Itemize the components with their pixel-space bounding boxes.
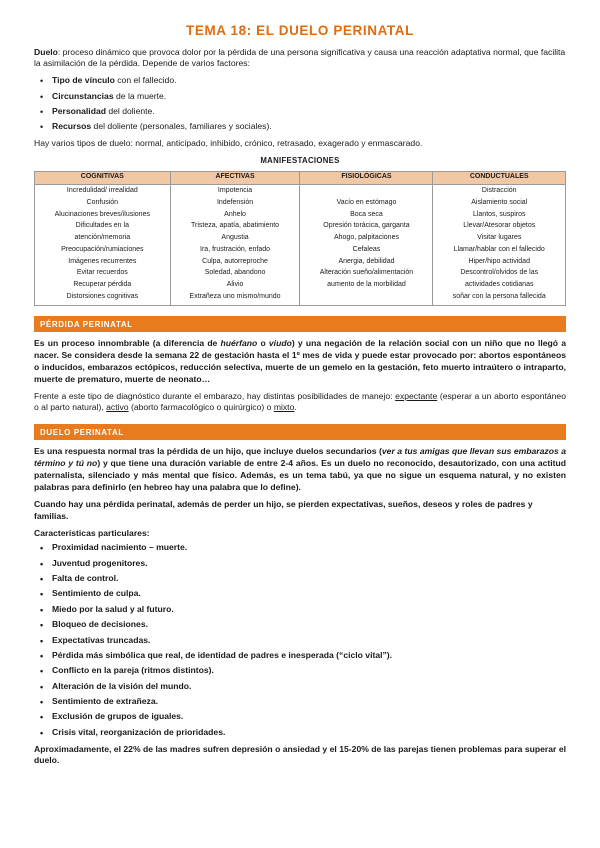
cell-line: Cefaleas [352,245,381,253]
manifestaciones-title: MANIFESTACIONES [260,156,340,166]
list-item: • Bloqueo de decisiones. [52,619,566,631]
cell-line: Preocupación/rumiaciones [61,245,144,253]
cell-line: Culpa, autorreproche [202,257,268,265]
document-page [34,22,566,772]
list-item: • Expectativas truncadas. [52,635,566,647]
cell-line: Recuperar pérdida [73,281,132,289]
cell-line: Hiper/hipo actividad [468,257,530,265]
list-item [52,121,566,133]
column-header: AFECTIVAS [170,171,300,184]
intro-label: Duelo [34,46,58,57]
underline-run: activo [106,402,129,413]
list-item: • Alteración de la visión del mundo. [52,681,566,693]
table-header-row [35,171,566,184]
text-run: Frente a este tipo de diagnóstico durante el embarazo, hay distintas posibilidades de manejo: [34,390,396,401]
text-run: o [257,338,269,349]
table-cell-afectivas [170,184,300,306]
cell-line: Anergia, debilidad [338,257,395,265]
text-run: (aborto farmacológico o quirúrgico) o [128,402,274,413]
table-cell-conductuales [433,184,566,306]
list-item [52,106,566,118]
cell-line: Aislamiento social [471,198,528,206]
factor-rest: del doliente (personales, familiares y sociales). [91,121,272,132]
list-item: • Exclusión de grupos de iguales. [52,711,566,723]
factor-bold: Circunstancias [52,90,114,101]
cell-line: Vacío en estómago [336,198,397,206]
duelo-paragraph-2 [34,499,566,523]
text-run: ) y que tiene una duración variable de entre 2-4 años. Es un duelo no reconocido, desautorizado, con una actitud paternalista, silenciado y más mental que físico. Además, es un tema tabú, ya que no sigue un esquema natural, y no existen palabras para definirlo (en hebreo hay una palabra que lo define). [34,458,566,492]
text-run: Cuando hay una pérdida perinatal, además de perder un hijo, se pierden expectativas, sueños, deseos y roles de padres y familias. [34,498,533,521]
cell-line: aumento de la morbilidad [327,281,406,289]
factors-list [34,75,566,133]
factor-bold: Personalidad [52,106,106,117]
features-title [34,528,566,540]
list-item: • Conflicto en la pareja (ritmos distintos). [52,665,566,677]
cell-line: Dificultades en la [75,222,129,230]
column-header: CONDUCTUALES [433,171,566,184]
cell-line: Anhelo [224,210,246,218]
italic-run: ver a tus amigas que llevan sus embarazos a término y tú no [34,446,566,469]
closing-paragraph [34,744,566,768]
intro-paragraph [34,47,566,71]
cell-line: Angustia [221,234,249,242]
text-run: Es un proceso innombrable (a diferencia de [34,338,221,349]
italic-run: huérfano [220,338,258,349]
cell-line: Tristeza, apatía, abatimiento [191,222,280,230]
page-title: TEMA 18: EL DUELO PERINATAL [186,23,414,38]
cell-line: Ira, frustración, enfado [200,245,271,253]
cell-line: Distorsiones cognitivas [66,292,139,300]
list-item: • Sentimiento de culpa. [52,588,566,600]
cell-line: Opresión torácica, garganta [323,222,410,230]
cell-line: Soledad, abandono [204,269,266,277]
table-row [35,184,566,306]
text-run: (esperar a un aborto espontáneo o al parto natural), [34,390,566,413]
list-item: • Proximidad nacimiento – muerte. [52,542,566,554]
text-run: Aproximadamente, el 22% de las madres sufren depresión o ansiedad y el 15-20% de las parejas tienen problemas para superar el duelo. [34,743,566,766]
features-list [34,542,566,738]
cell-line: atención/memoria [74,234,131,242]
column-header: FISIOLÓGICAS [300,171,433,184]
manifestaciones-table [34,171,566,306]
factor-rest: con el fallecido. [114,75,177,86]
cell-line: Incredulidad/ irrealidad [66,187,138,195]
perdida-paragraph-2 [34,391,566,415]
cell-line: Evitar recuerdos [76,269,128,277]
duelo-types-paragraph: Hay varios tipos de duelo: normal, anticipado, inhibido, crónico, retrasado, exagerado y enmascarado. [34,138,423,149]
text-run: Características particulares: [34,527,150,538]
cell-line: actividades cotidianas [464,281,534,289]
list-item: • Pérdida más simbólica que real, de identidad de padres e inesperada (“ciclo vital”). [52,650,566,662]
text-run: . [294,402,297,413]
cell-line: Imágenes recurrentes [68,257,137,265]
list-item: • Sentimiento de extrañeza. [52,696,566,708]
cell-line: Visitar lugares [477,234,522,242]
list-item: • Falta de control. [52,573,566,585]
list-item [52,75,566,87]
text-run: ) y una negación de la relación social con un niño que no llegó a nacer. Se considera desde la semana 22 de gestación hasta el 1º mes de vida y puede estar provocado por: abortos espontáneos o inducidos, embarazos ectópicos, reducción selectiva, muerte de un gemelo en la gestación, feto muerto intraútero o intraparto, muerte de prematuro, muerte de neonato… [34,338,566,384]
list-item: • Miedo por la salud y al futuro. [52,604,566,616]
perdida-paragraph-1 [34,338,566,385]
cell-line: Distracción [481,187,517,195]
factor-rest: de la muerte. [113,90,167,101]
cell-line: soñar con la persona fallecida [452,292,546,300]
table-cell-fisiologicas [300,184,433,306]
factor-bold: Tipo de vínculo [52,75,115,86]
cell-line: Alucinaciones breves/ilusiones [54,210,150,218]
section-header-duelo: DUELO PERINATAL [34,424,566,440]
column-header: COGNITIVAS [35,171,171,184]
duelo-paragraph-1 [34,446,566,493]
section-header-perdida: PÉRDIDA PERINATAL [34,316,566,332]
cell-line: Llantos, suspiros [472,210,526,218]
cell-line [302,186,430,198]
italic-run: viudo [268,338,292,349]
cell-line: Llevar/Atesorar objetos [463,222,536,230]
list-item [52,91,566,103]
table-cell-cognitivas [35,184,171,306]
underline-run: expectante [395,390,438,401]
cell-line: Indefensión [216,198,254,206]
factor-bold: Recursos [52,121,92,132]
cell-line: Llamar/hablar con el fallecido [453,245,545,253]
intro-text: : proceso dinámico que provoca dolor por la pérdida de una persona significativa y causa una reacción adaptativa normal, que facilita la asimilación de la pérdida. Depende de varios factores: [34,46,566,69]
cell-line: Boca seca [350,210,383,218]
cell-line: Descontrol/olvidos de las [460,269,539,277]
cell-line: Confusión [86,198,119,206]
cell-line: Alivio [226,281,244,289]
cell-line: Ahogo, palpitaciones [333,234,399,242]
text-run: Es una respuesta normal tras la pérdida de un hijo, que incluye duelos secundarios ( [34,446,382,457]
factor-rest: del doliente. [105,106,155,117]
cell-line: Alteración sueño/alimentación [319,269,414,277]
cell-line: Extrañeza uno mismo/mundo [189,292,281,300]
cell-line: Impotencia [217,187,253,195]
list-item: • Juventud progenitores. [52,558,566,570]
list-item: • Crisis vital, reorganización de prioridades. [52,727,566,739]
underline-run: mixto [273,402,295,413]
